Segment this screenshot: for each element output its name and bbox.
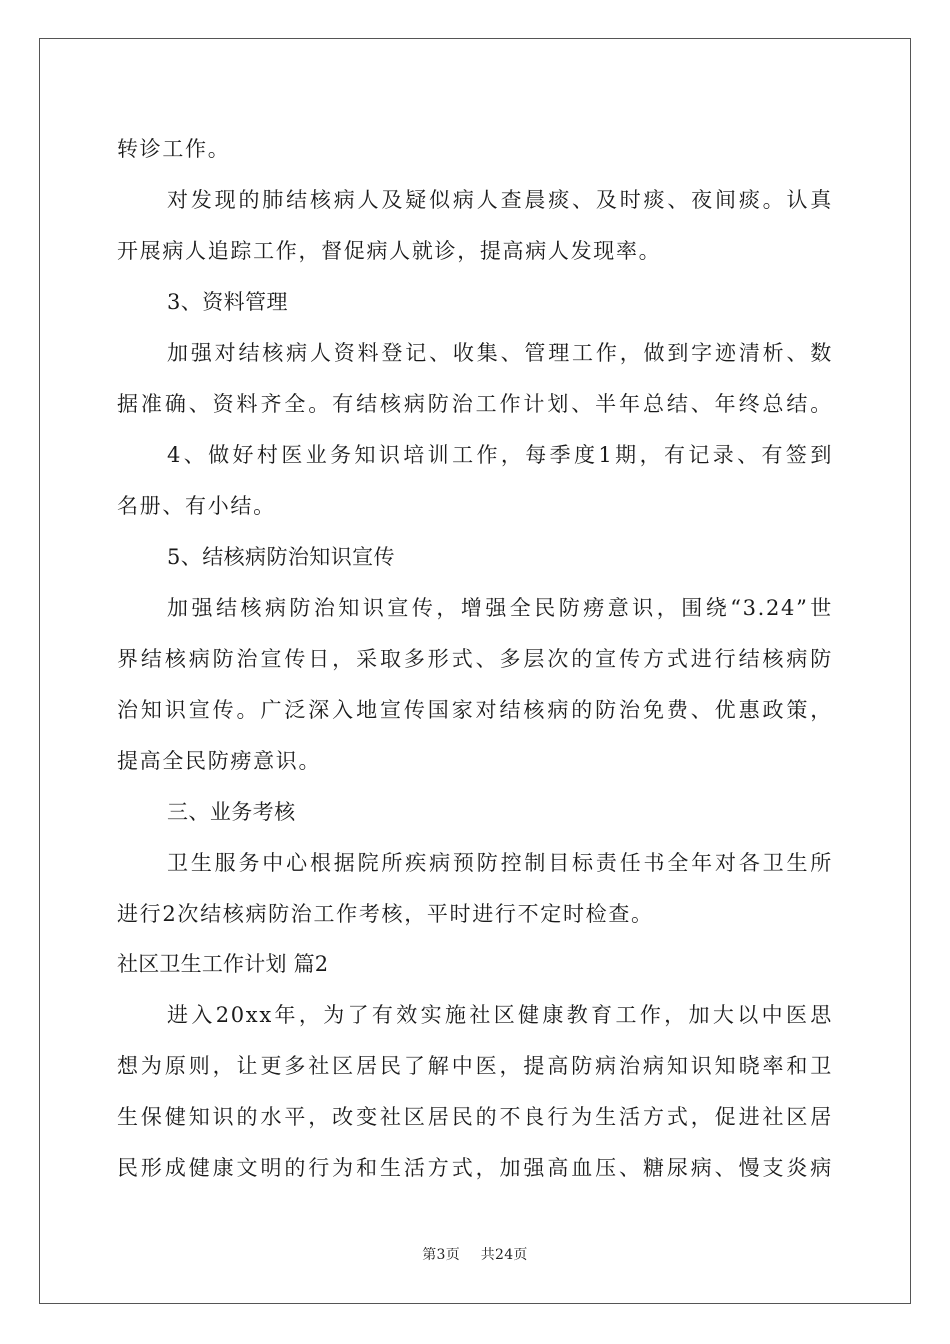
paragraph-first-line: 对发现的肺结核病人及疑似病人查晨痰、及时痰、夜间痰。认真	[167, 188, 833, 212]
section-heading: 三、业务考核	[167, 800, 296, 824]
text-line: 开展病人追踪工作，督促病人就诊，提高病人发现率。	[117, 239, 662, 263]
page-number: 第3页	[422, 1247, 461, 1263]
paragraph-first-line: 加强结核病防治知识宣传，增强全民防痨意识，围绕“3.24”世	[167, 596, 833, 620]
text-line: 界结核病防治宣传日，采取多形式、多层次的宣传方式进行结核病防	[117, 647, 833, 671]
section-heading: 3、资料管理	[167, 290, 288, 314]
paragraph-first-line: 加强对结核病人资料登记、收集、管理工作，做到字迹清析、数	[167, 341, 833, 365]
text-line: 提高全民防痨意识。	[117, 749, 322, 773]
article-heading: 社区卫生工作计划 篇2	[117, 952, 329, 976]
text-line: 进行2次结核病防治工作考核，平时进行不定时检查。	[117, 902, 654, 926]
text-line: 名册、有小结。	[117, 494, 276, 518]
page-total: 共24页	[480, 1247, 528, 1263]
text-line: 据准确、资料齐全。有结核病防治工作计划、半年总结、年终总结。	[117, 392, 833, 416]
text-line: 民形成健康文明的行为和生活方式，加强高血压、糖尿病、慢支炎病	[117, 1156, 833, 1180]
page-footer	[0, 1244, 950, 1264]
text-line: 生保健知识的水平，改变社区居民的不良行为生活方式，促进社区居	[117, 1105, 833, 1129]
paragraph-first-line: 4、做好村医业务知识培训工作，每季度1期，有记录、有签到	[167, 443, 833, 467]
section-heading: 5、结核病防治知识宣传	[167, 545, 395, 569]
text-line: 治知识宣传。广泛深入地宣传国家对结核病的防治免费、优惠政策，	[117, 698, 833, 722]
paragraph-first-line: 进入20xx年，为了有效实施社区健康教育工作，加大以中医思	[167, 1003, 833, 1027]
paragraph-first-line: 卫生服务中心根据院所疾病预防控制目标责任书全年对各卫生所	[167, 851, 833, 875]
text-line: 转诊工作。	[117, 137, 231, 161]
text-line: 想为原则，让更多社区居民了解中医，提高防病治病知识知晓率和卫	[117, 1054, 833, 1078]
